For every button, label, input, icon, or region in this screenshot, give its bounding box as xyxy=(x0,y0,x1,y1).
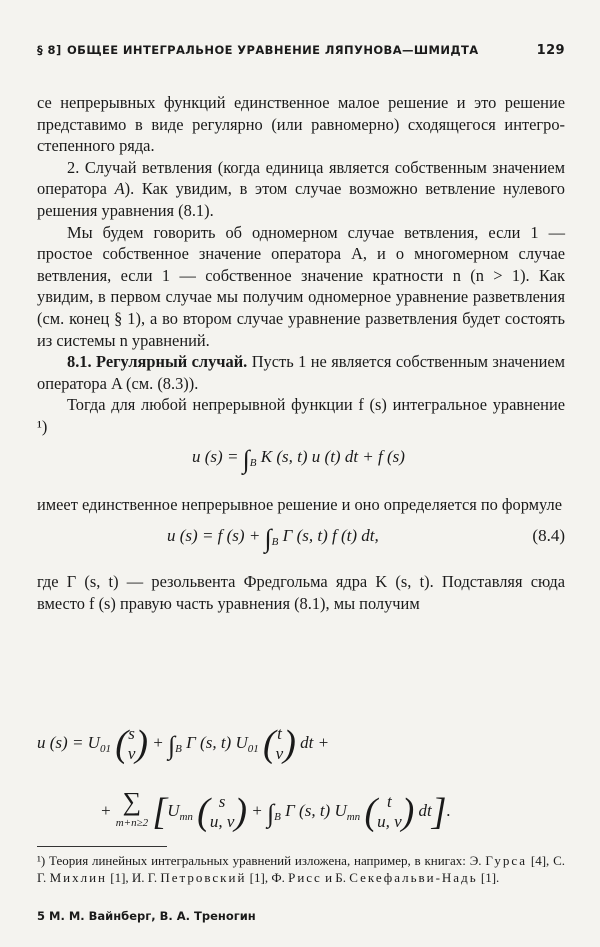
page-number: 129 xyxy=(536,43,565,58)
integral-sign: ∫ xyxy=(242,444,250,474)
paragraph: Мы будем говорить об одномерном случае ветвления, если 1 — простое собственное значение оператора A, и о многомерном случае ветвления, если 1 — собственное значение кратности n (n > 1). Как увидим, в первом случае мы получим одномерное уравнение разветвления (см. конец § 1), а во втором случае уравнение разветвления будет состоять из системы n уравнений. xyxy=(37,222,565,350)
paragraph: где Γ (s, t) — резольвента Фредгольма ядра K (s, t). Подставляя сюда вместо f (s) правую часть уравнения (8.1), мы получим xyxy=(37,572,565,613)
footnote-rule xyxy=(37,846,167,847)
integral-sign: ∫ xyxy=(267,798,275,828)
paragraph: имеет единственное непрерывное решение и оно определяется по формуле xyxy=(37,494,562,514)
expansion-line-1: u $(s) = U_{01}$ (s $v) + \int_B$ Γ (s, t) $U_{01}$ (t v) dt + xyxy=(37,723,330,765)
integral-sign: ∫ xyxy=(264,524,272,554)
integral-sign: ∫ xyxy=(168,730,176,760)
equation-number: (8.4) xyxy=(532,526,565,546)
signature-line: 5 М. М. Вайнберг, В. А. Треногин xyxy=(37,909,256,923)
arg-matrix: s u, v xyxy=(209,792,235,831)
arg-matrix: t v xyxy=(275,724,284,763)
sum-symbol: ∑ m+n≥2 xyxy=(115,786,149,829)
section-mark: § 8] xyxy=(37,43,62,57)
running-header xyxy=(37,43,567,63)
footnote: ¹) Теория линейных интегральных уравнений изложена, например, в книгах: Э. Гурса [4], С. Г. Михлин [1], И. Г. Петровский [1], Ф. Рисс и Б. Секефальви-Надь [1]. xyxy=(37,853,565,885)
paragraph: Тогда для любой непрерывной функции f (s) интегральное уравнение ¹) xyxy=(37,395,565,436)
page-body xyxy=(37,92,565,614)
paragraph-regular-case: 8.1. Регулярный случай. Пусть 1 не является собственным значением оператора A (см. (8.3)). xyxy=(37,352,566,393)
arg-matrix: s v xyxy=(127,724,136,763)
expansion-line-2: + ∑ m+n≥2 [$U_{mn}$ ( s u, $v) + \int_B$ Γ (s, t) $U_{mn}$ ( t u, v) dt]. xyxy=(100,786,451,833)
solution-formula: u (s) = f $(s) + \int_B$ Γ (s, t) f (t) dt, (8.4) xyxy=(167,524,565,554)
integral-equation: u $(s) = \int_B$ K (s, t) u (t) dt + f (s) xyxy=(192,444,405,474)
paragraph-case-branching: 2. Случай ветвления (когда единица является собственным значением оператора A). Как увидим, в этом случае возможно ветвление нулевого решения уравнения (8.1). xyxy=(37,157,566,220)
subsection-heading: 8.1. Регулярный случай. xyxy=(67,352,248,372)
arg-matrix: t u, v xyxy=(377,792,402,831)
paragraph: се непрерывных функций единственное малое решение и это решение представимо в виде регулярно (или равномерно) сходящегося интегро-степенного ряда. xyxy=(37,93,565,156)
running-title: ОБЩЕЕ ИНТЕГРАЛЬНОЕ УРАВНЕНИЕ ЛЯПУНОВА—ШМИДТА xyxy=(67,43,479,57)
